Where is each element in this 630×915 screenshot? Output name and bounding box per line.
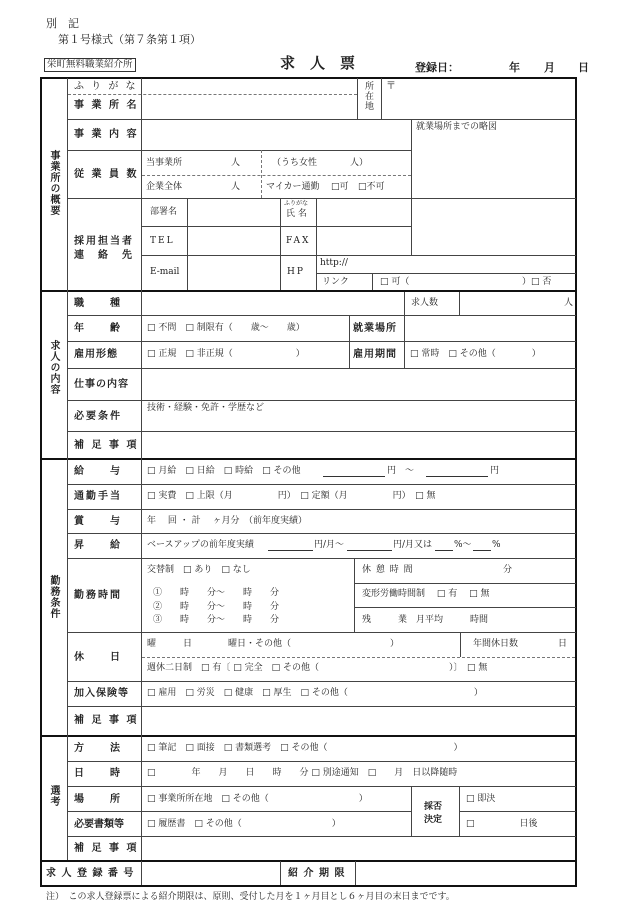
tel-label: TEL	[150, 236, 175, 246]
raise-text-e: %	[492, 540, 501, 550]
office-name-box: 栄町無料職業紹介所	[44, 58, 136, 72]
department-field[interactable]	[188, 199, 279, 225]
conditions-supplement-field[interactable]	[142, 707, 575, 734]
selection-supplement-field[interactable]	[142, 837, 575, 859]
requirements-label: 必要条件	[74, 411, 122, 422]
mycar-impossible-checkbox[interactable]: □不可	[358, 182, 385, 192]
selection-method-label: 方 法	[74, 743, 122, 754]
map-label: 就業場所までの略図	[416, 122, 498, 132]
raise-min-field[interactable]	[268, 539, 313, 551]
link-denied-checkbox[interactable]: ）□ 否	[522, 277, 552, 287]
registration-year: 年	[509, 61, 520, 74]
business-content-label: 事 業 内 容	[74, 129, 139, 140]
person-name-field[interactable]	[317, 199, 410, 225]
occupation-label: 職 種	[74, 298, 122, 309]
break-time-unit: 分	[503, 565, 513, 575]
commute-label: 通勤手当	[74, 491, 122, 502]
salary-min-field[interactable]	[323, 465, 385, 477]
selection-place-label: 場 所	[74, 794, 122, 805]
two-day-weekend-close[interactable]: ）〕 □ 無	[449, 663, 488, 673]
raise-text-a: ベースアップの前年度実績	[147, 540, 254, 550]
workplace-label: 就業場所	[353, 323, 397, 334]
registration-number-field[interactable]	[142, 862, 279, 884]
employment-period-options[interactable]: □ 常時 □ その他（ ）	[410, 349, 541, 359]
openings-unit: 人	[564, 298, 574, 308]
business-name-field[interactable]	[142, 95, 356, 118]
raise-pct-max-field[interactable]	[473, 539, 491, 551]
women-open: （うち女性	[272, 158, 318, 168]
bonus-label: 賞 与	[74, 516, 122, 527]
work-content-field[interactable]	[142, 369, 575, 399]
registration-date-label: 登録日：	[415, 61, 459, 74]
referral-period-field[interactable]	[356, 862, 574, 884]
job-supplement-label: 補 足 事 項	[74, 440, 139, 451]
decision-label: 採否 決定	[424, 802, 443, 825]
tel-field[interactable]	[188, 227, 279, 254]
raise-text-b: 円/月～	[314, 540, 345, 550]
this-office-unit: 人	[231, 158, 241, 168]
selection-datetime-label: 日 時	[74, 768, 122, 779]
business-name-label: 事 業 所 名	[74, 100, 139, 111]
mycar-label: マイカー通勤	[266, 182, 320, 192]
registration-number-label: 求 人 登 録 番 号	[46, 868, 135, 879]
person-name-label: 氏 名	[286, 209, 307, 219]
openings-label: 求人数	[411, 298, 439, 308]
selection-place-options[interactable]: □ 事業所所在地 □ その他（ ）	[147, 794, 368, 804]
raise-max-field[interactable]	[347, 539, 392, 551]
shift-3[interactable]: ③ 時 分～ 時 分	[153, 615, 280, 625]
shift-options[interactable]: 交替制 □ あり □ なし	[147, 565, 251, 575]
raise-text-c: 円/月又は	[393, 540, 433, 550]
this-office-label: 当事業所	[146, 158, 183, 168]
working-hours-label: 勤務時間	[74, 590, 122, 601]
link-allowed-checkbox[interactable]: □ 可（	[380, 277, 410, 287]
raise-label: 昇 給	[74, 540, 122, 551]
form-title: 求 人 票	[280, 54, 356, 72]
fax-field[interactable]	[317, 227, 410, 254]
job-section-heading: 求人の内容	[48, 340, 59, 395]
decision-immediate-checkbox[interactable]: □ 即決	[466, 794, 496, 804]
selection-section-heading: 選考	[48, 785, 59, 807]
postal-mark: 〒	[386, 81, 396, 92]
selection-supplement-label: 補 足 事 項	[74, 843, 139, 854]
documents-options[interactable]: □ 履歴書 □ その他（ ）	[147, 819, 341, 829]
whole-company-label: 企業全体	[146, 182, 183, 192]
work-content-label: 仕事の内容	[74, 379, 129, 390]
contact-label: 採用担当者 連 絡 先	[74, 236, 134, 261]
whole-company-unit: 人	[231, 182, 241, 192]
commute-options[interactable]: □ 実費 □ 上限（月 円） □ 定額（月 円） □ 無	[147, 491, 436, 501]
two-day-weekend-options[interactable]: 週休二日制 □ 有〔 □ 完全 □ その他（	[147, 663, 319, 673]
form-number: 第１号様式（第７条第１項）	[58, 33, 201, 46]
furigana-label: ふ り が な	[74, 81, 138, 92]
break-time-label: 休 憩 時 間	[362, 565, 414, 575]
employment-type-label: 雇用形態	[74, 349, 118, 360]
overtime-text[interactable]: 残 業 月平均 時間	[362, 615, 489, 625]
salary-yen: 円	[490, 466, 500, 476]
age-label: 年 齢	[74, 323, 122, 334]
salary-label: 給 与	[74, 466, 122, 477]
footer-note: 注） この求人登録票による紹介期限は、原則、受付した月を１ヶ月目とし６ヶ月目の末日までです。	[46, 892, 455, 902]
salary-max-field[interactable]	[426, 465, 488, 477]
bonus-text[interactable]: 年 回 ・ 計 ヶ月分 （前年度実績）	[147, 516, 307, 526]
email-field[interactable]	[188, 256, 279, 289]
requirements-hint: 技術・経験・免許・学歴など	[147, 403, 265, 413]
holiday-weekday[interactable]: 曜 日 曜日・その他（ ）	[147, 639, 400, 649]
employment-period-label: 雇用期間	[353, 349, 397, 360]
variable-hours-options[interactable]: 変形労働時間制 □ 有 □ 無	[362, 589, 490, 599]
raise-text-d: %～	[454, 540, 472, 550]
insurance-options[interactable]: □ 雇用 □ 労災 □ 健康 □ 厚生 □ その他（ ）	[147, 688, 483, 698]
workplace-field[interactable]	[405, 317, 575, 340]
selection-datetime-options[interactable]: □ 年 月 日 時 分 □ 別途通知 □ 月 日以降随時	[147, 768, 458, 778]
decision-later-checkbox[interactable]: □ 日後	[466, 819, 538, 829]
age-options[interactable]: □ 不問 □ 制限有（ 歳～ 歳）	[147, 323, 305, 333]
mycar-possible-checkbox[interactable]: □可	[331, 182, 349, 192]
insurance-label: 加入保険等	[74, 688, 129, 699]
occupation-field[interactable]	[142, 292, 403, 314]
employees-label: 従 業 員 数	[74, 169, 139, 180]
registration-day: 日	[578, 61, 589, 74]
documents-label: 必要書類等	[74, 819, 124, 830]
holiday-label: 休 日	[74, 652, 122, 663]
email-label: E-mail	[150, 267, 180, 277]
location-label: 所在地	[363, 81, 373, 111]
business-content-field[interactable]	[142, 120, 410, 149]
registration-month: 月	[544, 61, 555, 74]
name-ruby-label: ふりがな	[284, 200, 309, 207]
annual-holiday-unit: 日	[558, 639, 568, 649]
map-area[interactable]	[412, 135, 574, 253]
link-label: リンク	[322, 277, 349, 287]
women-close: 人）	[350, 158, 369, 168]
shift-2[interactable]: ② 時 分～ 時 分	[153, 602, 280, 612]
referral-period-label: 紹 介 期 限	[288, 868, 346, 879]
hp-field[interactable]: http://	[320, 258, 348, 268]
shift-1[interactable]: ① 時 分～ 時 分	[153, 588, 280, 598]
employment-type-options[interactable]: □ 正規 □ 非正規（ ）	[147, 349, 305, 359]
business-section-heading: 事業所の概要	[48, 150, 59, 216]
conditions-supplement-label: 補 足 事 項	[74, 715, 139, 726]
department-label: 部署名	[150, 207, 178, 217]
fax-label: FAX	[286, 236, 311, 246]
salary-yen-from: 円 ～	[387, 466, 415, 476]
selection-method-options[interactable]: □ 筆記 □ 面接 □ 書類選考 □ その他（ ）	[147, 743, 463, 753]
hp-label: HP	[287, 267, 305, 277]
conditions-section-heading: 勤務条件	[48, 575, 59, 619]
appendix-label: 別 記	[46, 17, 79, 30]
raise-pct-min-field[interactable]	[435, 539, 453, 551]
annual-holiday-label: 年間休日数	[473, 639, 519, 649]
salary-options[interactable]: □ 月給 □ 日給 □ 時給 □ その他	[147, 466, 301, 476]
job-supplement-field[interactable]	[142, 432, 575, 457]
